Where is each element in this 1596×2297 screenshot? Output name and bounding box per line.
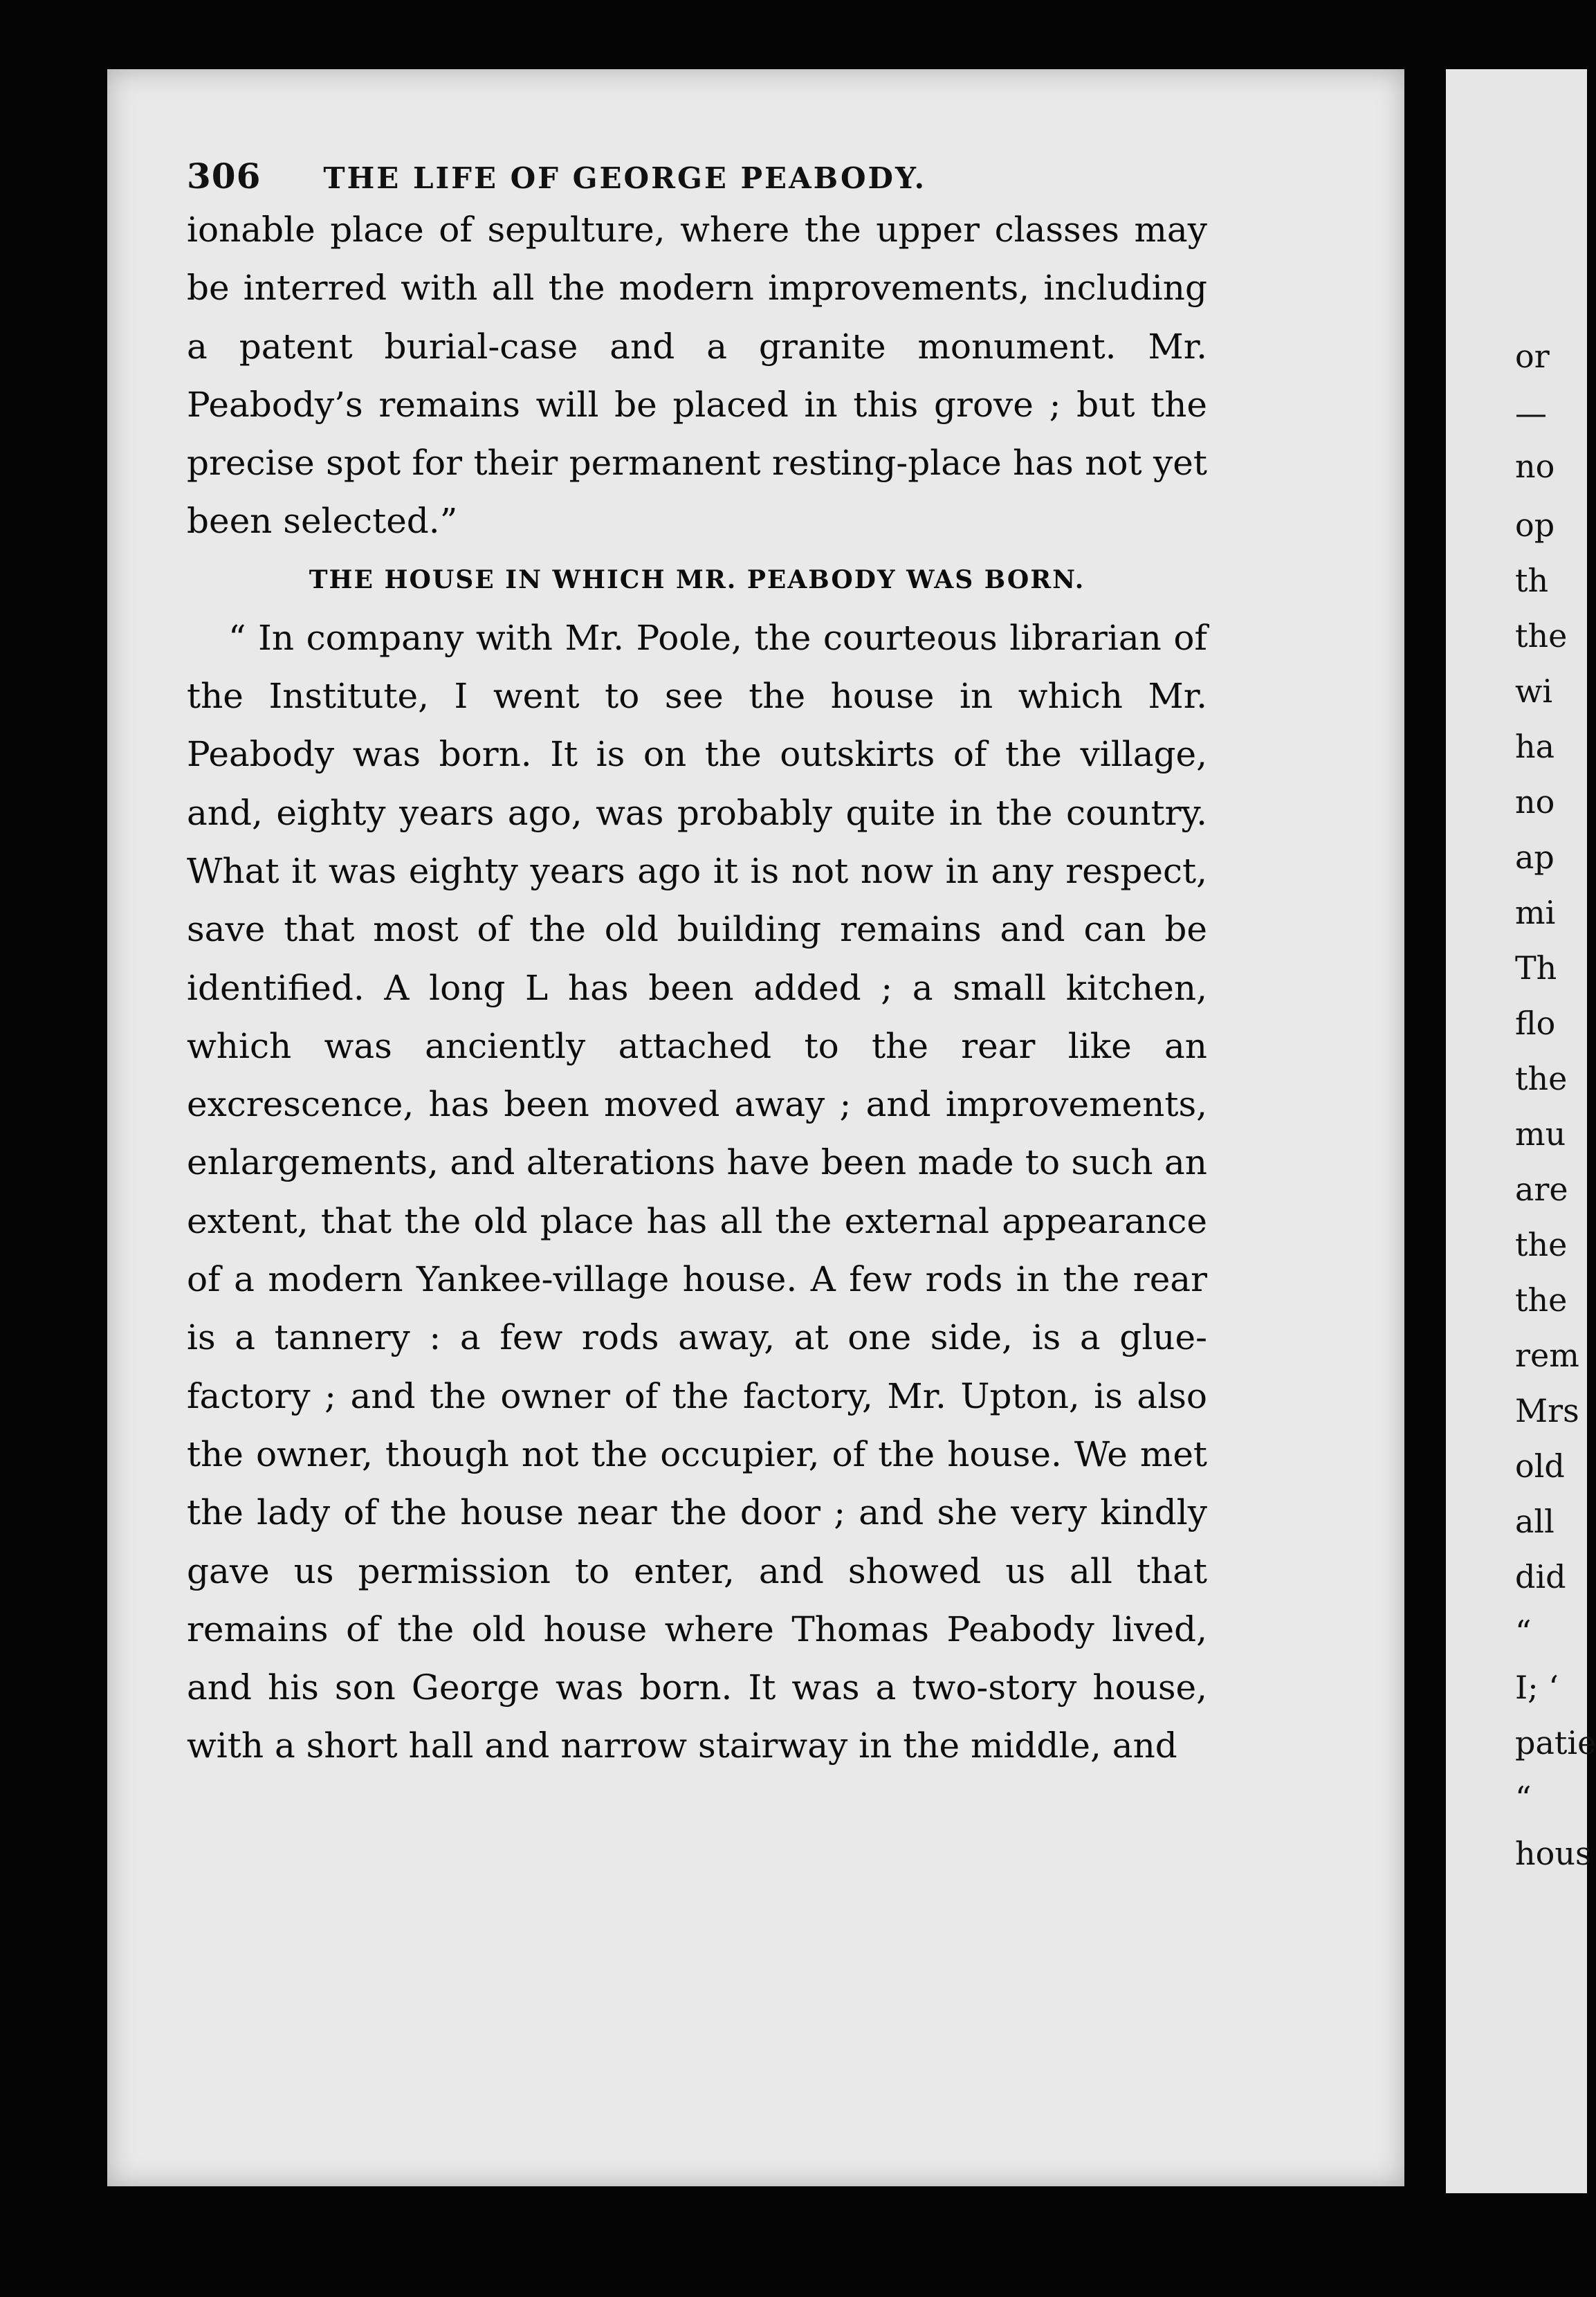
- fragment-line: no: [1515, 448, 1555, 485]
- fragment-line: hous: [1515, 1835, 1592, 1872]
- fragment-line: the: [1515, 1060, 1568, 1097]
- fragment-line: ap: [1515, 839, 1554, 876]
- fragment-line: mu: [1515, 1115, 1566, 1153]
- fragment-line: wi: [1515, 672, 1553, 710]
- fragment-line: “: [1515, 1779, 1532, 1817]
- fragment-line: did: [1515, 1558, 1566, 1595]
- fragment-line: all: [1515, 1503, 1554, 1540]
- page-header: [187, 156, 1121, 196]
- fragment-line: “: [1515, 1613, 1532, 1651]
- paragraph-house: “ In company with Mr. Poole, the courteous librarian of the Institute, I went to see the house in which Mr. Peabody was born. It is on the outskirts of the village, and, eighty years ago, was probably quite in the country. What it was eighty years ago it is not now in any respect, save that most of the old building remains and can be identified. A long L has been added ; a small kitchen, which was anciently attached to the rear like an excrescence, has been moved away ; and improvements, enlargements, and alterations have been made to such an extent, that the old place has all the external appearance of a modern Yankee-village house. A few rods in the rear is a tannery : a few rods away, at one side, is a glue-factory ; and the owner of the factory, Mr. Upton, is also the owner, though not the occupier, of the house. We met the lady of the house near the door ; and she very kindly gave us permission to enter, and showed us all that remains of the old house where Thomas Peabody lived, and his son George was born. It was a two-story house, with a short hall and narrow stairway in the middle, and: [187, 617, 1207, 1766]
- fragment-line: Th: [1515, 949, 1557, 987]
- fragment-line: no: [1515, 783, 1555, 821]
- fragment-line: the: [1515, 1226, 1568, 1263]
- page-body: [187, 201, 1207, 1775]
- fragment-line: —: [1515, 394, 1547, 432]
- fragment-line: I; ‘: [1515, 1669, 1559, 1706]
- fragment-line: flo: [1515, 1005, 1556, 1042]
- fragment-line: ha: [1515, 728, 1555, 765]
- facing-page-edge: [1446, 69, 1596, 2193]
- fragment-line: or: [1515, 338, 1550, 375]
- paragraph-continued: ionable place of sepulture, where the upper classes may be interred with all the modern improvements, including a patent burial-case and a granite monument. Mr. Peabody’s remains will be placed in this grove ; but the precise spot for their permanent resting-place has not yet been selected.”: [187, 210, 1207, 542]
- fragment-line: Mrs: [1515, 1392, 1579, 1429]
- fragment-line: op: [1515, 506, 1555, 544]
- fragment-line: rem: [1515, 1337, 1579, 1374]
- page-number: 306: [187, 156, 262, 196]
- fragment-line: th: [1515, 562, 1549, 599]
- fragment-line: the: [1515, 617, 1568, 655]
- fragment-line: old: [1515, 1447, 1565, 1485]
- fragment-line: the: [1515, 1281, 1568, 1319]
- fragment-line: mi: [1515, 894, 1556, 931]
- section-heading: THE HOUSE IN WHICH MR. PEABODY WAS BORN.: [309, 565, 1085, 594]
- fragment-line: patie: [1515, 1724, 1596, 1761]
- running-head: THE LIFE OF GEORGE PEABODY.: [323, 161, 927, 195]
- fragment-line: are: [1515, 1171, 1568, 1208]
